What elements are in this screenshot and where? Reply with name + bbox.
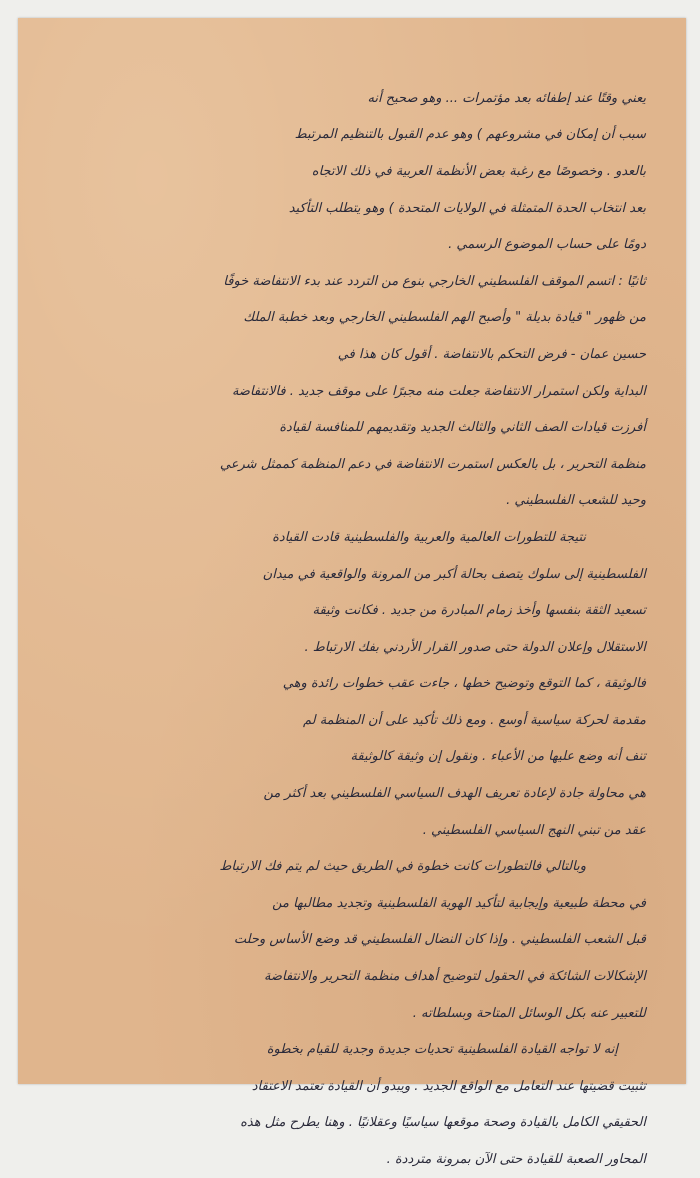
text-line: بعد انتخاب الحدة المتمثلة في الولايات المتحدة ) وهو يتطلب التأكيد (288, 200, 646, 216)
text-line: الفلسطينية إلى سلوك يتصف بحالة أكبر من المرونة والواقعية في ميدان (262, 566, 646, 582)
text-line: المحاور الصعبة للقيادة حتى الآن بمرونة مترددة . (386, 1152, 646, 1168)
text-line: الإشكالات الشائكة في الحقول لتوضيح أهداف منظمة التحرير والانتفاضة (263, 969, 646, 985)
text-line: سبب أن إمكان في مشروعهم ) وهو عدم القبول بالتنظيم المرتبط (294, 127, 646, 143)
text-line: وبالتالي فالتطورات كانت خطوة في الطريق حيث لم يتم فك الارتباط (219, 859, 586, 875)
text-line: بالعدو . وخصوصًا مع رغبة بعض الأنظمة العربية في ذلك الاتجاه (311, 163, 646, 179)
text-line: في محطة طبيعية وإيجابية لتأكيد الهوية الفلسطينية وتجديد مطالبها من (272, 895, 646, 911)
text-line: إنه لا تواجه القيادة الفلسطينية تحديات جديدة وجدية للقيام بخطوة (266, 1042, 618, 1058)
text-line: يعني وقتًا عند إطفائه بعد مؤتمرات ... وهو صحيح أنه (367, 90, 646, 106)
handwritten-text-block (58, 80, 646, 1178)
text-line: أفرزت قيادات الصف الثاني والثالث الجديد وتقديمهم للمنافسة لقيادة (279, 420, 646, 436)
text-line: هي محاولة جادة لإعادة تعريف الهدف السياسي الفلسطيني بعد أكثر من (263, 786, 646, 802)
text-line: منظمة التحرير ، بل بالعكس استمرت الانتفاضة في دعم المنظمة كممثل شرعي (219, 456, 646, 472)
text-line: وحيد للشعب الفلسطيني . (506, 493, 646, 509)
section-heading-line: ثانيًا : اتسم الموقف الفلسطيني الخارجي بنوع من التردد عند بدء الانتفاضة خوفًا (223, 273, 646, 289)
text-line: تنف أنه وضع عليها من الأعباء . ونقول إن وثيقة كالوثيقة (350, 749, 646, 765)
text-line: قبل الشعب الفلسطيني . وإذا كان النضال الفلسطيني قد وضع الأساس وحلت (233, 932, 646, 948)
text-line: حسين عمان - فرض التحكم بالانتفاضة . أقول كان هذا في (337, 346, 646, 362)
text-line: تثبيت قضيتها عند التعامل مع الواقع الجديد . ويبدو أن القيادة تعتمد الاعتقاد (251, 1078, 646, 1094)
text-line: نتيجة للتطورات العالمية والعربية والفلسطينية قادت القيادة (272, 529, 586, 545)
text-line: دومًا على حساب الموضوع الرسمي . (448, 237, 646, 253)
text-line: الحقيقي الكامل بالقيادة وصحة موقعها سياسيًا وعقلانيًا . وهنا يطرح مثل هذه (240, 1115, 646, 1131)
text-line: مقدمة لحركة سياسية أوسع . ومع ذلك تأكيد على أن المنظمة لم (302, 712, 646, 728)
text-line: الاستقلال وإعلان الدولة حتى صدور القرار الأردني بفك الارتباط . (304, 639, 646, 655)
text-line: من ظهور " قيادة بديلة " وأصبح الهم الفلسطيني الخارجي وبعد خطبة الملك (243, 310, 646, 326)
text-line: عقد من تبني النهج السياسي الفلسطيني . (422, 822, 646, 838)
document-page (18, 18, 686, 1168)
text-line: تسعيد الثقة بنفسها وأخذ زمام المبادرة من جديد . فكانت وثيقة (312, 603, 646, 619)
text-line: للتعبير عنه بكل الوسائل المتاحة وبسلطاته . (412, 1005, 646, 1021)
text-line: البداية ولكن استمرار الانتفاضة جعلت منه مجبرًا على موقف جديد . فالانتفاضة (231, 383, 646, 399)
text-line: فالوثيقة ، كما التوقع وتوضيح خطها ، جاءت عقب خطوات رائدة وهي (282, 676, 646, 692)
